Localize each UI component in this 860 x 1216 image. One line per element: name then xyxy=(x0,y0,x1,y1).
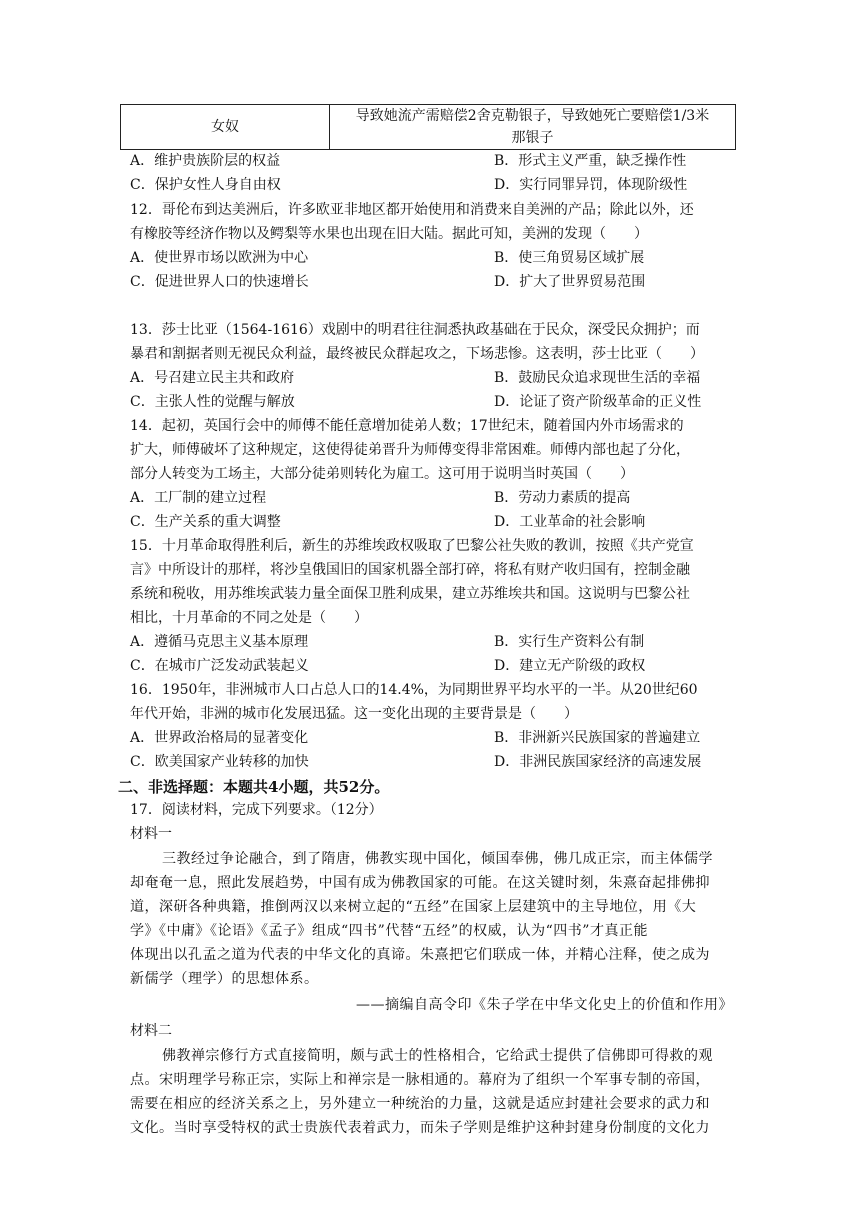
q12-stem-line: 12．哥伦布到达美洲后，许多欧亚非地区都开始使用和消费来自美洲的产品；除此以外，还 xyxy=(130,202,694,218)
q13-option-b: B．鼓励民众追求现世生活的幸福 xyxy=(494,370,701,386)
q15-stem-line: 15．十月革命取得胜利后，新生的苏维埃政权吸取了巴黎公社失败的教训，按照《共产党宣 xyxy=(130,538,694,554)
table-row xyxy=(121,105,736,150)
q16-option-c: C．欧美国家产业转移的加快 xyxy=(130,754,309,770)
material-line: 学》《中庸》《论语》《孟子》组成“四书”代替“五经”的权威，认为“四书”才真正能 xyxy=(130,923,648,939)
q15-option-b: B．实行生产资料公有制 xyxy=(494,634,645,650)
material-line: 道，深研各种典籍，推倒两汉以来树立起的“五经”在国家上层建筑中的主导地位，用《大 xyxy=(130,899,697,915)
q14-stem-line: 14．起初，英国行会中的师傅不能任意增加徒弟人数；17世纪末，随着国内外市场需求的 xyxy=(130,418,684,434)
q12-option-a: A．使世界市场以欧洲为中心 xyxy=(130,250,309,266)
q14-option-a: A．工厂制的建立过程 xyxy=(130,490,267,506)
q14-option-c: C．生产关系的重大调整 xyxy=(130,514,281,530)
q13-stem-line: 13．莎士比亚（1564-1616）戏剧中的明君往往洞悉执政基础在于民众，深受民众拥护；而 xyxy=(130,322,700,338)
q16-stem-line: 年代开始，非洲的城市化发展迅猛。这一变化出现的主要背景是（ ） xyxy=(130,706,578,722)
material-line: 三教经过争论融合，到了隋唐，佛教实现中国化，倾国奉佛，佛几成正宗，而主体儒学 xyxy=(162,851,713,867)
material-line: 点。宋明理学号称正宗，实际上和禅宗是一脉相通的。幕府为了组织一个军事专制的帝国， xyxy=(130,1072,710,1088)
q13-option-d: D．论证了资产阶级革命的正义性 xyxy=(494,394,702,410)
material-line: 需要在相应的经济关系之上，另外建立一种统治的力量，这就是适应封建社会要求的武力和 xyxy=(130,1096,710,1112)
q12-stem-line: 有橡胶等经济作物以及鳄梨等水果也出现在旧大陆。据此可知，美洲的发现（ ） xyxy=(130,226,648,242)
material-line: 佛教禅宗修行方式直接简明，颇与武士的性格相合，它给武士提供了信佛即可得救的观 xyxy=(162,1048,713,1064)
penalty-table xyxy=(120,104,736,150)
q12-option-b: B．使三角贸易区域扩展 xyxy=(494,250,645,266)
material-label: 材料一 xyxy=(130,826,172,842)
q12-option-d: D．扩大了世界贸易范围 xyxy=(494,274,646,290)
q13-option-c: C．主张人性的觉醒与解放 xyxy=(130,394,295,410)
q14-option-d: D．工业革命的社会影响 xyxy=(494,514,646,530)
q14-stem-line: 扩大，师傅破坏了这种规定，这使得徒弟晋升为师傅变得非常困难。师傅内部也起了分化， xyxy=(130,442,690,458)
q16-stem-line: 16．1950年，非洲城市人口占总人口的14.4%，为同期世界平均水平的一半。从20世纪60 xyxy=(130,682,698,698)
q12-option-c: C．促进世界人口的快速增长 xyxy=(130,274,309,290)
material-line: 文化。当时享受特权的武士贵族代表着武力，而朱子学则是维护这种封建身份制度的文化力 xyxy=(130,1120,710,1136)
material-source: ——摘编自高令印《朱子学在中华文化史上的价值和作用》 xyxy=(356,997,733,1013)
table-cell xyxy=(330,105,736,150)
q15-option-c: C．在城市广泛发动武装起义 xyxy=(130,658,309,674)
q15-stem-line: 系统和税收，用苏维埃武装力量全面保卫胜利成果，建立苏维埃共和国。这说明与巴黎公社 xyxy=(130,586,690,602)
section-heading: 二、非选择题：本题共4小题，共52分。 xyxy=(118,778,390,796)
q11-option-a: A．维护贵族阶层的权益 xyxy=(130,153,281,169)
material-label: 材料二 xyxy=(130,1023,172,1039)
table-cell-line: 导致她流产需赔偿2舍克勒银子，导致她死亡要赔偿1/3米 xyxy=(355,108,710,124)
table-cell: 女奴 xyxy=(121,105,330,150)
q11-option-d: D．实行同罪异罚，体现阶级性 xyxy=(494,177,688,193)
q14-stem-line: 部分人转变为工场主，大部分徒弟则转化为雇工。这可用于说明当时英国（ ） xyxy=(130,466,634,482)
q16-option-d: D．非洲民族国家经济的高速发展 xyxy=(494,754,702,770)
q11-option-c: C．保护女性人身自由权 xyxy=(130,177,281,193)
q15-option-d: D．建立无产阶级的政权 xyxy=(494,658,646,674)
material-line: 却奄奄一息，照此发展趋势，中国有成为佛教国家的可能。在这关键时刻，朱熹奋起排佛抑 xyxy=(130,875,710,891)
material-line: 新儒学（理学）的思想体系。 xyxy=(130,971,319,987)
q16-option-b: B．非洲新兴民族国家的普遍建立 xyxy=(494,730,701,746)
q13-stem-line: 暴君和割据者则无视民众利益，最终被民众群起攻之，下场悲惨。这表明，莎士比亚（ ） xyxy=(130,346,704,362)
q16-option-a: A．世界政治格局的显著变化 xyxy=(130,730,309,746)
q15-stem-line: 相比，十月革命的不同之处是（ ） xyxy=(130,610,368,626)
q14-option-b: B．劳动力素质的提高 xyxy=(494,490,631,506)
q13-option-a: A．号召建立民主共和政府 xyxy=(130,370,295,386)
material-line: 体现出以孔孟之道为代表的中华文化的真谛。朱熹把它们联成一体，并精心注释，使之成为 xyxy=(130,947,710,963)
table-cell-line: 那银子 xyxy=(511,130,554,146)
q17-prompt: 17．阅读材料，完成下列要求。（12分） xyxy=(130,802,383,818)
q15-stem-line: 言》中所设计的那样，将沙皇俄国旧的国家机器全部打碎，将私有财产收归国有，控制金融 xyxy=(130,562,690,578)
q15-option-a: A．遵循马克思主义基本原理 xyxy=(130,634,309,650)
q11-option-b: B．形式主义严重，缺乏操作性 xyxy=(494,153,687,169)
